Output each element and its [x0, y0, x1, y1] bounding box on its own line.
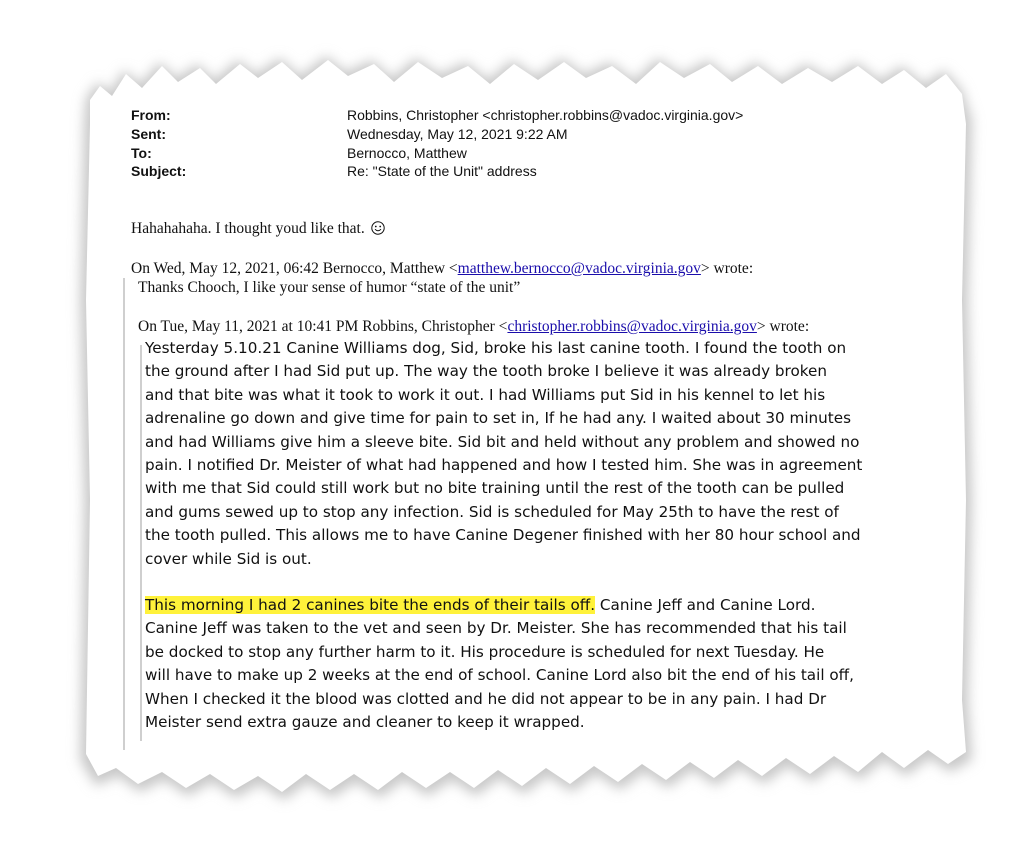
- paragraph-line: cover while Sid is out.: [145, 549, 312, 568]
- paragraph-line: pain. I notified Dr. Meister of what had happened and how I tested him. She was in agreement: [145, 456, 863, 475]
- from-label: From:: [131, 107, 171, 123]
- quote-bar-inner: [140, 345, 142, 741]
- paragraph-line: and that bite was what it took to work it out. I had Williams put Sid in his kennel to let his: [145, 385, 826, 404]
- to-value: Bernocco, Matthew: [347, 145, 467, 161]
- message-paragraph-2: [145, 594, 895, 734]
- subject-value: Re: "State of the Unit" address: [347, 163, 537, 179]
- sent-value: Wednesday, May 12, 2021 9:22 AM: [347, 126, 568, 142]
- reply-text: Hahahahaha. I thought youd like that.: [131, 220, 365, 237]
- paragraph-line: be docked to stop any further harm to it. His procedure is scheduled for next Tuesday. He: [145, 642, 825, 661]
- smiley-icon: [371, 221, 385, 235]
- quote1-text: Thanks Chooch, I like your sense of humor “state of the unit”: [138, 279, 521, 296]
- highlighted-sentence: This morning I had 2 canines bite the ends of their tails off.: [145, 596, 596, 614]
- reply-line: [131, 220, 385, 238]
- quote2-intro-pre: On Tue, May 11, 2021 at 10:41 PM Robbins, Christopher <: [138, 318, 508, 335]
- paragraph-line: When I checked it the blood was clotted and he did not appear to be in any pain. I had Dr: [145, 689, 827, 708]
- quote-bar-outer: [123, 278, 125, 750]
- paragraph-line: and gums sewed up to stop any infection. Sid is scheduled for May 25th to have the rest of: [145, 502, 839, 521]
- sent-label: Sent:: [131, 126, 166, 142]
- subject-label: Subject:: [131, 163, 187, 179]
- to-label: To:: [131, 145, 152, 161]
- paragraph-line: Canine Jeff was taken to the vet and seen by Dr. Meister. She has recommended that his tail: [145, 619, 847, 638]
- quote2-intro-post: > wrote:: [756, 318, 810, 335]
- paragraph-line-first: [145, 594, 895, 617]
- message-paragraph-1: [145, 337, 895, 571]
- paragraph-line: Yesterday 5.10.21 Canine Williams dog, Sid, broke his last canine tooth. I found the tooth on: [145, 339, 847, 357]
- quote1-intro-pre: On Wed, May 12, 2021, 06:42 Bernocco, Matthew <: [131, 260, 458, 277]
- quote1-intro: [131, 260, 753, 278]
- quote1-email-link[interactable]: matthew.bernocco@vadoc.virginia.gov: [457, 260, 701, 277]
- quote2-email-link[interactable]: christopher.robbins@vadoc.virginia.gov: [507, 318, 757, 335]
- paragraph-line-rest: Canine Jeff and Canine Lord.: [595, 596, 816, 614]
- quote2-intro: [138, 318, 809, 336]
- paragraph-line: the tooth pulled. This allows me to have Canine Degener finished with her 80 hour school and: [145, 526, 861, 545]
- paragraph-line: adrenaline go down and give time for pain to set in, If he had any. I waited about 30 minutes: [145, 409, 852, 428]
- paragraph-line: and had Williams give him a sleeve bite. Sid bit and held without any problem and showed no: [145, 432, 860, 451]
- quote1-intro-post: > wrote:: [700, 260, 754, 277]
- paragraph-line: will have to make up 2 weeks at the end of school. Canine Lord also bit the end of his tail off,: [145, 666, 854, 685]
- paragraph-line: Meister send extra gauze and cleaner to keep it wrapped.: [145, 713, 585, 732]
- paragraph-line: the ground after I had Sid put up. The way the tooth broke I believe it was already broken: [145, 362, 827, 381]
- paragraph-line: with me that Sid could still work but no bite training until the rest of the tooth can be pulled: [145, 479, 845, 498]
- from-value: Robbins, Christopher <christopher.robbins@vadoc.virginia.gov>: [347, 107, 744, 123]
